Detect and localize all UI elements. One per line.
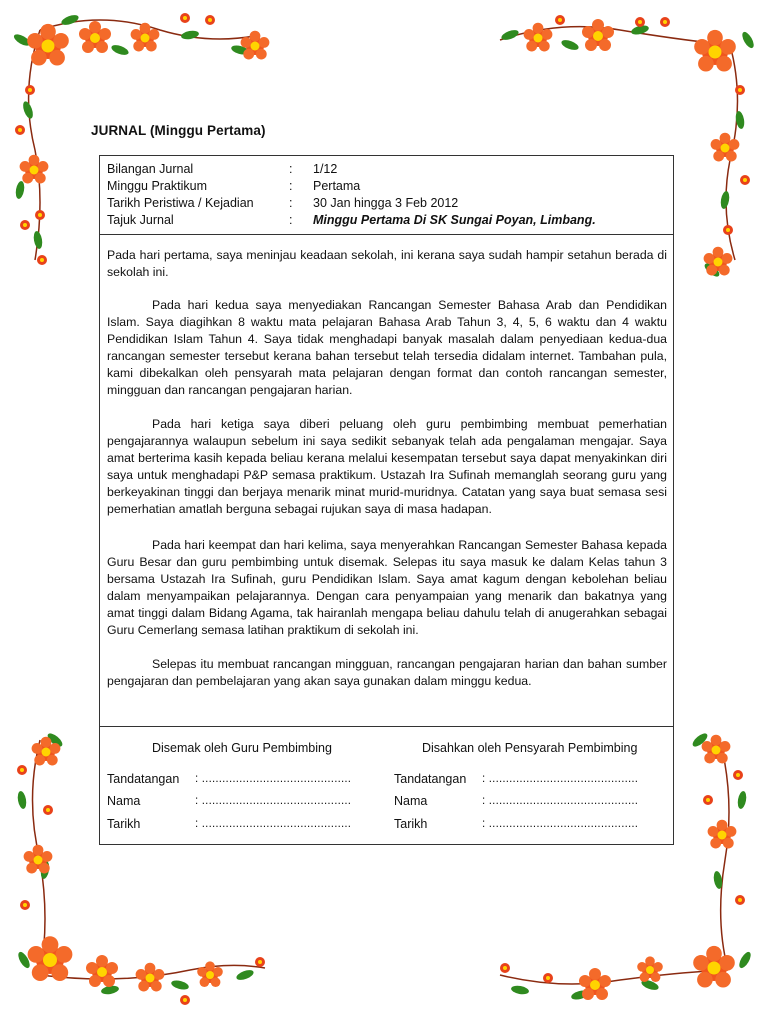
journal-info-box [99,155,674,235]
signature-line: : ............................................ [482,795,639,807]
meta-label: Tajuk Jurnal [107,213,174,227]
paragraph-3: Pada hari ketiga saya diberi peluang oleh guru pembimbing membuat pemerhatian pengajarannya walaupun sebelum ini saya sedikit sebanyak telah ada pengalaman mengajar. Saya amat berterima kasih kepada beliau kerana melalui kesempatan tersebut saya dapat menyakinkan diri saya untuk menghadapi P&P semasa praktikum. Ustazah Ira Sufinah memanglah seorang guru yang berkeyakinan tinggi dan berjaya menarik minat murid-muridnya. Catatan yang saya buat semasa sesi pemerhatian amatlah berguna sebagai rujukan saya di masa hadapan. [107,417,667,517]
signature-label: Nama [394,794,428,808]
signature-box [99,726,674,845]
signature-label: Tarikh [394,817,428,831]
signature-heading: Disemak oleh Guru Pembimbing [152,741,332,755]
signature-line: : ............................................ [482,773,639,785]
meta-value: Pertama [313,179,361,193]
meta-colon: : [289,179,293,193]
meta-label: Tarikh Peristiwa / Kejadian [107,196,254,210]
meta-colon: : [289,213,293,227]
journal-title: JURNAL (Minggu Pertama) [91,123,266,138]
signature-line: : ............................................ [195,773,352,785]
meta-colon: : [289,196,293,210]
meta-label: Bilangan Jurnal [107,162,194,176]
journal-body-box [99,234,674,727]
paragraph-1: Pada hari pertama, saya meninjau keadaan sekolah, ini kerana saya sudah hampir setahun berada di sekolah ini. [107,248,667,280]
signature-label: Tandatangan [394,772,467,786]
paragraph-4: Pada hari keempat dan hari kelima, saya menyerahkan Rancangan Semester Bahasa kepada Guru Besar dan guru pembimbing untuk disemak. Selepas itu saya masuk ke dalam Kelas tahun 3 bersama Ustazah Ira Sufinah, guru Pendidikan Islam. Saya amat kagum dengan kebolehan beliau dalam menyampaikan pelajarannya. Dengan cara penyampaian yang menarik dan bakatnya yang amat tinggi dalam Bidang Agama, tak hairanlah mengapa beliau dahulu telah di anugerahkan sebagai Guru Cemerlang semasa latihan praktikum di sekolah ini. [107,538,667,638]
signature-label: Tarikh [107,817,141,831]
meta-value: Minggu Pertama Di SK Sungai Poyan, Limbang. [313,213,596,227]
meta-value: 1/12 [313,162,338,176]
signature-label: Nama [107,794,141,808]
signature-label: Tandatangan [107,772,180,786]
signature-line: : ............................................ [195,818,352,830]
signature-line: : ............................................ [482,818,639,830]
meta-label: Minggu Praktikum [107,179,208,193]
signature-line: : ............................................ [195,795,352,807]
meta-colon: : [289,162,293,176]
meta-value: 30 Jan hingga 3 Feb 2012 [313,196,459,210]
paragraph-2: Pada hari kedua saya menyediakan Rancangan Semester Bahasa Arab dan Pendidikan Islam. Saya diagihkan 8 waktu mata pelajaran Bahasa Arab Tahun 3, 4, 5, 6 waktu dan 4 waktu Pendidikan Islam Tahun 4. Saya tidak menghadapi banyak masalah dalam penyediaan kedua-dua rancangan semester tersebut kerana bahan tersebut telah tersedia didalam internet. Tambahan pula, kami dibekalkan oleh pensyarah mata pelajaran dengan format dan contoh rancangan semester, mingguan dan rancangan pengajaran harian. [107,298,667,398]
paragraph-5: Selepas itu membuat rancangan mingguan, rancangan pengajaran harian dan bahan sumber pengajaran dan pembelajaran yang akan saya gunakan dalam minggu kedua. [107,657,667,689]
signature-heading: Disahkan oleh Pensyarah Pembimbing [422,741,638,755]
